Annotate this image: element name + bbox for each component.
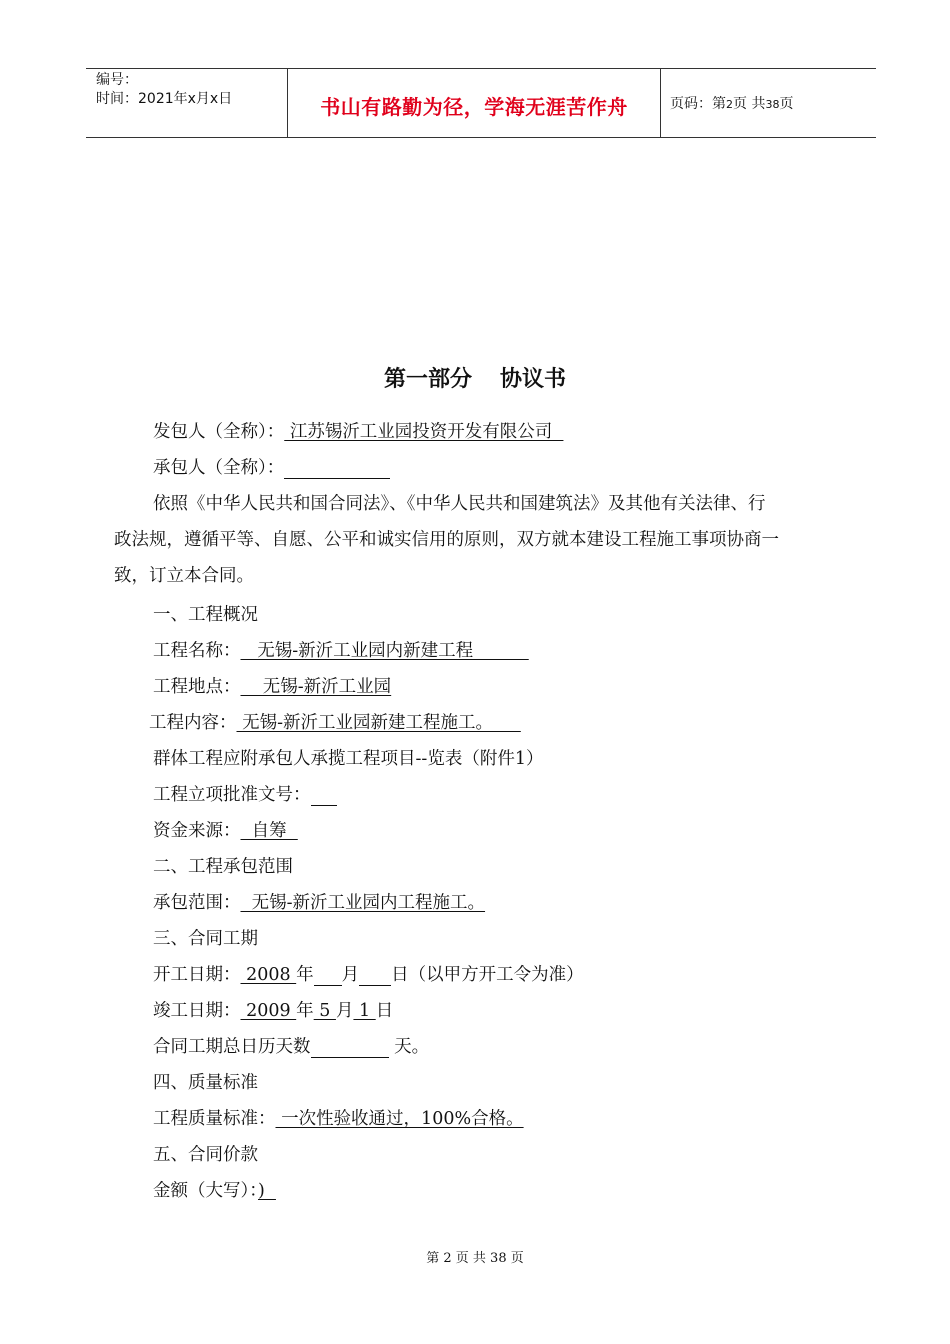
project-name-line: [153, 637, 529, 662]
end-month: 5: [313, 1001, 336, 1021]
start-date-line: [153, 961, 584, 986]
project-content-label: 工程内容：: [149, 713, 237, 733]
total-days-label: 合同工期总日历天数: [153, 1037, 311, 1057]
month-char: 月: [341, 965, 360, 985]
start-year: 2008: [240, 965, 297, 985]
project-name-value: 无锡-新沂工业园内新建工程: [240, 641, 529, 661]
document-title: [0, 362, 950, 393]
group-project-note: 群体工程应附承包人承揽工程项目--览表（附件1）: [153, 749, 544, 769]
month-char: 月: [335, 1001, 354, 1021]
page-total: 38: [765, 98, 780, 111]
section-2-title: 二、工程承包范围: [153, 857, 293, 877]
project-location-line: [153, 673, 827, 698]
end-date-line: [153, 997, 393, 1022]
section-4-title: 四、质量标准: [153, 1073, 258, 1093]
page-current: 2: [726, 98, 733, 111]
quality-label: 工程质量标准：: [153, 1109, 276, 1129]
year-char: 年: [296, 1001, 314, 1021]
number-label: 编号：: [96, 72, 138, 88]
time-label: 时间：2021年x月x日: [96, 91, 233, 107]
quality-line: [153, 1105, 524, 1130]
amount-value: ): [258, 1181, 276, 1201]
scope-value: 无锡-新沂工业园内工程施工。: [240, 893, 486, 913]
section-3-title: 三、合同工期: [153, 929, 258, 949]
amount-label: 金额（大写）：: [153, 1181, 258, 1201]
contractor-blank: [284, 461, 390, 479]
funding-line: [153, 817, 298, 842]
quality-value: 一次性验收通过，100%合格。: [275, 1109, 524, 1129]
scope-label: 承包范围：: [153, 893, 241, 913]
end-day: 1: [353, 1001, 376, 1021]
start-month-blank: [314, 968, 342, 986]
title-part2: 协议书: [500, 367, 567, 392]
project-name-label: 工程名称：: [153, 641, 241, 661]
employer-line: [153, 418, 563, 443]
contractor-line: [153, 454, 390, 479]
page-header: [86, 68, 876, 138]
end-date-label: 竣工日期：: [153, 1001, 241, 1021]
project-location-value: 无锡-新沂工业园: [240, 677, 392, 697]
header-divider: [660, 69, 661, 137]
intro-line-1: 依照《中华人民共和国合同法》、《中华人民共和国建筑法》及其他有关法律、行: [153, 494, 766, 514]
year-char: 年: [296, 965, 314, 985]
employer-label: 发包人（全称）：: [153, 422, 285, 442]
section-1-title: 一、工程概况: [153, 605, 258, 625]
title-part1: 第一部分: [383, 367, 472, 392]
page-mid: 页 共: [733, 96, 766, 112]
header-meta: [96, 71, 232, 109]
project-content-value: 无锡-新沂工业园新建工程施工。: [236, 713, 521, 733]
approval-blank: [311, 788, 337, 806]
approval-label: 工程立项批准文号：: [153, 785, 311, 805]
start-date-label: 开工日期：: [153, 965, 241, 985]
end-year: 2009: [240, 1001, 297, 1021]
section-5-title: 五、合同价款: [153, 1145, 258, 1165]
intro-line-3: 致，订立本合同。: [114, 566, 254, 586]
scope-line: [153, 889, 485, 914]
header-page-number: [670, 93, 793, 113]
contractor-label: 承包人（全称）：: [153, 458, 285, 478]
page-label: 页码：第: [670, 96, 726, 112]
intro-line-2: 政法规，遵循平等、自愿、公平和诚实信用的原则，双方就本建设工程施工事项协商一: [114, 530, 779, 550]
header-motto: 书山有路勤为径，学海无涯苦作舟: [320, 95, 628, 119]
approval-line: [153, 781, 337, 806]
amount-line: [153, 1177, 276, 1202]
day-char: 日: [391, 965, 409, 985]
day-char: 日: [375, 1001, 394, 1021]
employer-value: 江苏锡沂工业园投资开发有限公司: [284, 422, 564, 442]
total-days-line: [153, 1033, 429, 1058]
funding-value: 自筹: [240, 821, 298, 841]
funding-label: 资金来源：: [153, 821, 241, 841]
page-end: 页: [779, 96, 794, 112]
total-days-blank: [311, 1040, 389, 1058]
project-location-label: 工程地点：: [153, 677, 241, 697]
days-char: 天。: [388, 1037, 430, 1057]
start-note: （以甲方开工令为准）: [408, 965, 584, 985]
page-footer: 第 2 页 共 38 页: [426, 1251, 524, 1266]
start-day-blank: [359, 968, 391, 986]
project-content-line: [149, 709, 521, 734]
